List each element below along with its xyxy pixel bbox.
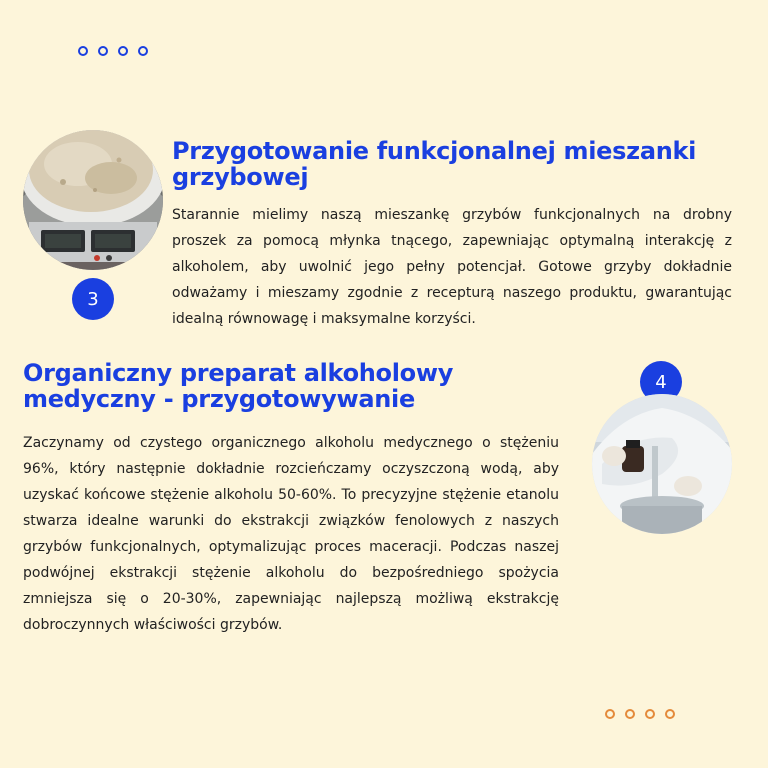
circle-icon	[625, 709, 635, 719]
section-3-title: Przygotowanie funkcjonalnej mieszanki grzybowej	[172, 137, 697, 191]
circle-icon	[98, 46, 108, 56]
circle-icon	[605, 709, 615, 719]
circle-icon	[138, 46, 148, 56]
section-3-text: Starannie mielimy naszą mieszankę grzybów funkcjonalnych na drobny proszek za pomocą młynka tnącego, zapewniając optymalną interakcję z alkoholem, aby uwolnić jego pełny potencjał. Gotowe grzyby dokładnie odważamy i mieszamy zgodnie z recepturą naszego produktu, gwarantując idealną równowagę i maksymalne korzyści.	[172, 207, 732, 327]
circle-icon	[118, 46, 128, 56]
step-number: 4	[655, 371, 667, 393]
decorative-dots-bottom	[605, 709, 675, 719]
section-4-text: Zaczynamy od czystego organicznego alkoholu medycznego o stężeniu 96%, który następnie dokładnie rozcieńczamy oczyszczoną wodą, aby uzyskać końcowe stężenie alkoholu 50-60%. To precyzyjne stężenie etanolu stwarza idealne warunki do ekstrakcji związków fenolowych z naszych grzybów funkcjonalnych, optymalizując proces maceracji. Podczas naszej podwójnej ekstrakcji stężenie alkoholu do bezpośredniego spożycia zmniejsza się o 20-30%, zapewniając najlepszą możliwą ekstrakcję dobroczynnych właściwości grzybów.	[23, 435, 559, 633]
circle-icon	[645, 709, 655, 719]
decorative-dots-top	[78, 46, 148, 56]
mushroom-powder-scale-photo	[23, 130, 163, 270]
step-number-badge	[72, 278, 114, 320]
lab-alcohol-pouring-photo	[592, 394, 732, 534]
circle-icon	[78, 46, 88, 56]
step-number: 3	[87, 288, 99, 310]
section-4-title: Organiczny preparat alkoholowy medyczny - przygotowywanie	[23, 359, 454, 413]
circle-icon	[665, 709, 675, 719]
